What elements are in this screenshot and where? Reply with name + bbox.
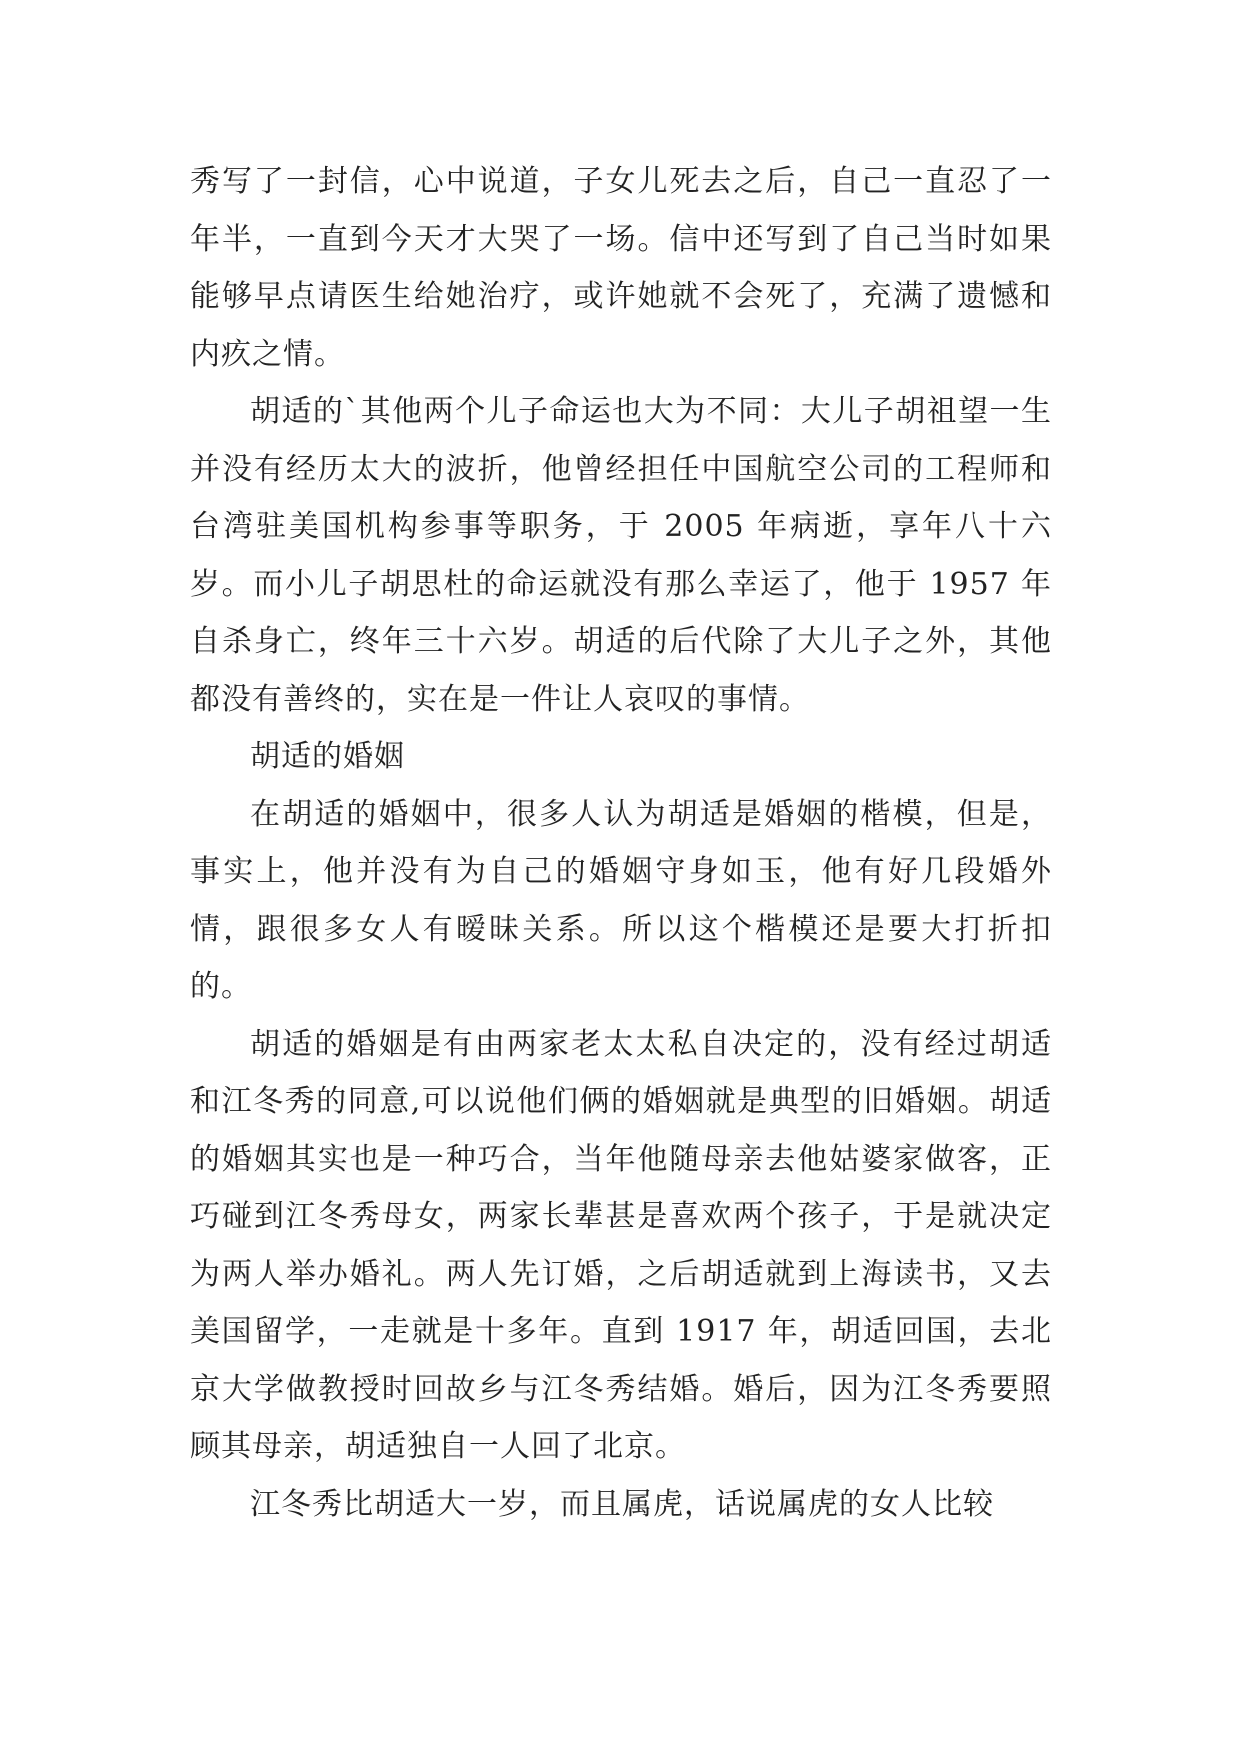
- body-text: [190, 153, 1052, 1533]
- paragraph-marriage-model: 在胡适的婚姻中，很多人认为胡适是婚姻的楷模，但是，事实上，他并没有为自己的婚姻守身如玉，他有好几段婚外情，跟很多女人有暧昧关系。所以这个楷模还是要大打折扣的。: [190, 796, 1052, 1004]
- section-heading-marriage: 胡适的婚姻: [250, 739, 405, 774]
- paragraph-sons-fate: 胡适的`其他两个儿子命运也大为不同：大儿子胡祖望一生并没有经历太大的波折，他曾经担任中国航空公司的工程师和台湾驻美国机构参事等职务，于 2005 年病逝，享年八十六岁。而小儿子胡思杜的命运就没有那么幸运了，他于 1957 年自杀身亡，终年三十六岁。胡适的后代除了大儿子之外，其他都没有善终的，实在是一件让人哀叹的事情。: [190, 394, 1052, 717]
- paragraph-jiang-dongxiu: 江冬秀比胡适大一岁，而且属虎，话说属虎的女人比较: [250, 1486, 994, 1522]
- paragraph-arranged-marriage: 胡适的婚姻是有由两家老太太私自决定的，没有经过胡适和江冬秀的同意,可以说他们俩的婚姻就是典型的旧婚姻。胡适的婚姻其实也是一种巧合，当年他随母亲去他姑婆家做客，正巧碰到江冬秀母女，两家长辈甚是喜欢两个孩子，于是就决定为两人举办婚礼。两人先订婚，之后胡适就到上海读书，又去美国留学，一走就是十多年。直到 1917 年，胡适回国，去北京大学做教授时回故乡与江冬秀结婚。婚后，因为江冬秀要照顾其母亲，胡适独自一人回了北京。: [190, 1026, 1052, 1464]
- paragraph-letter: 秀写了一封信，心中说道，子女儿死去之后，自己一直忍了一年半，一直到今天才大哭了一场。信中还写到了自己当时如果能够早点请医生给她治疗，或许她就不会死了，充满了遗憾和内疚之情。: [190, 164, 1052, 372]
